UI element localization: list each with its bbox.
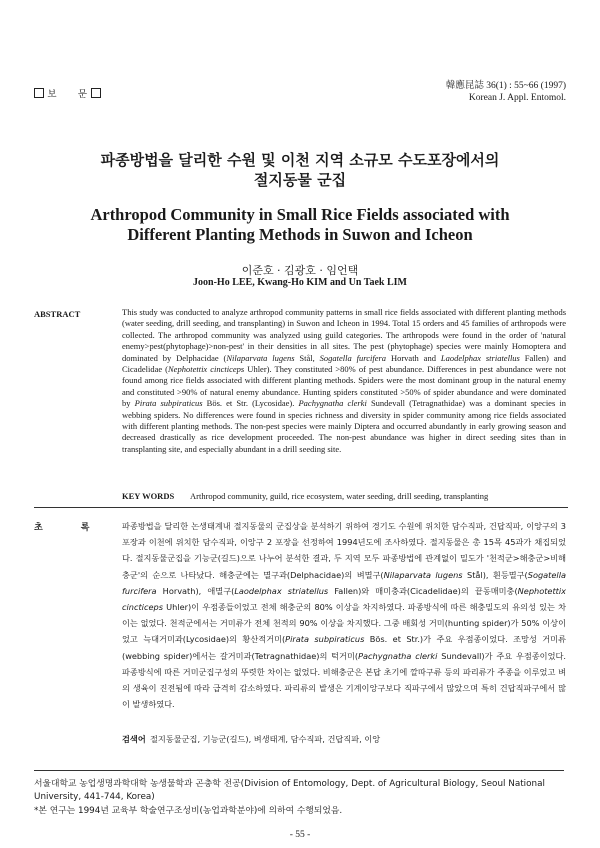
journal-name: Korean J. Appl. Entomol. [468, 93, 566, 103]
funding-footnote: *본 연구는 1994년 교육부 학술연구조성비(농업과학분야)에 의하여 수행되었음. [34, 806, 343, 816]
korean-abstract-text: 파종방법을 달리한 논생태계내 절지동물의 군집상을 분석하기 위하여 경기도 수원에 위치한 담수직파, 건답직파, 이앙구의 3 포장과 이천에 위치한 담수직파, 이앙구 2 포장을 선정하여 1994년도에 조사하였다. 절지동물은 총 15목 45과가 채집되었다. 절지동물군집을 기능군(길드)으로 나누어 분석한 결과, 두 지역 모두 파종방법에 관계없이 밀도가 '천적군>해충군>비해충군'의 순으로 나타났다. 해충군에는 멸구과(Delphacidae)의 벼멸구(Nilaparvata lugens Stål), 흰등멸구(Sogatella furcifera Horvath), 애멸구(Laodelphax striatellus Fallen)와 매미충과(Cicadelidae)의 끝동매미충(Nephotettix cincticeps Uhler)이 우점종들이었고 전체 해충군의 80% 이상을 차지하였다. 파종방식에 따른 해충밀도의 유의성 있는 차이는 없었다. 천적군에서는 거미류가 전체 천적의 90% 이상을 차지했다. 그중 배회성 거미(hunting spider)가 50% 이상이었고 늑대거미과(Lycosidae)의 황산적거미(Pirata subpiraticus Bös. et Str.)가 주요 우점종이었다. 조망성 거미류(webbing spider)에서는 갈거미과(Tetragnathidae)의 턱거미(Pachygnatha clerki Sundevall)가 주요 우점종이었다. 파종방식에 따른 거미군집구성의 뚜렷한 차이는 없었다. 비해충군은 본답 초기에 깔따구류 등의 파리류가 주종을 이루었고 벼의 생육이 진전됨에 따라 급격히 감소하였다. 파리류의 발생은 기계이앙구보다 직파구에서 많았으며 특히 건답직파구에서 많이 발생하였다. [122, 521, 567, 710]
divider [34, 507, 568, 508]
english-title-line-1: Arthropod Community in Small Rice Fields associated with [90, 205, 510, 224]
korean-title [0, 150, 600, 190]
keywords-label: KEY WORDS [122, 491, 175, 501]
journal-info [446, 80, 566, 104]
box-icon [91, 88, 101, 98]
korean-keywords-label: 검색어 [122, 734, 146, 744]
article-type-char-1: 보 [47, 90, 58, 100]
english-title-line-2: Different Planting Methods in Suwon and Icheon [127, 225, 473, 244]
keywords-text: Arthropod community, guild, rice ecosystem, water seeding, drill seeding, transplanting [190, 491, 489, 501]
korean-title-line-1: 파종방법을 달리한 수원 및 이천 지역 소규모 수도포장에서의 [100, 151, 500, 169]
page-number: - 55 - [289, 830, 311, 840]
box-icon [34, 88, 44, 98]
authors-english: Joon-Ho LEE, Kwang-Ho KIM and Un Taek LIM [193, 277, 407, 288]
article-type-label [34, 86, 101, 100]
authors-korean: 이준호 · 김광호 · 임언택 [241, 264, 359, 277]
affiliation-footnote: 서울대학교 농업생명과학대학 농생물학과 곤충학 전공(Division of Entomology, Dept. of Agricultural Biology, Seoul National University, 441-744, Korea) [34, 779, 545, 802]
english-title [0, 205, 600, 245]
korean-title-line-2: 절지동물 군집 [253, 171, 347, 189]
abstract-label: ABSTRACT [34, 309, 81, 319]
abstract-text: This study was conducted to analyze arthropod community patterns in small rice fields associated with different planting methods (water seeding, drill seeding, and transplanting) in Suwon and Icheon in 1994. Total 15 orders and 45 families of arthropods were collected. The arthropod community was analyzed using guild categories. The arthropods were found in the order of 'natural enemy>pest(phytophage)>non-pest' in their densities in all sites. The pest (phytophage) species were mainly Homoptera and dominated by Delphacidae (Nilaparvata lugens Stål, Sogatella furcifera Horvath and Laodelphax striatellus Fallen) and Cicadelidae (Nephotettix cincticeps Uhler). They constituted >80% of pest abundance. Differences in pest abundance were not found among rice fields associated with different planting methods. Spiders were the most dominant group in the natural enemy and constituted >90% of natural enemy abundance. Hunting spiders constituted >50% of spider abundance and were dominated by Pirata subpiraticus Bös. et Str. (Lycosidae). Pachygnatha clerki Sundevall (Tetragnathidae) was a dominant species in webbing spiders. No differences were found in species richness and diversity in spider community among rice fields associated with different planting methods. The non-pest species were mainly Diptera and occurred abundantly in early growing season and decreased drastically as rice development proceeded. The non-pest abundance was higher in direct seeding sites than in transplanting site, and especially abundant in a drill seeding site. [122, 307, 567, 454]
journal-citation: 韓應昆誌 36(1) : 55~66 (1997) [445, 81, 566, 91]
korean-keywords-text: 절지동물군집, 기능군(길드), 벼생태계, 담수직파, 건답직파, 이앙 [150, 734, 381, 744]
footer-divider [34, 770, 564, 771]
korean-abstract-label: 초록 [34, 523, 128, 533]
article-type-char-2: 문 [77, 90, 88, 100]
